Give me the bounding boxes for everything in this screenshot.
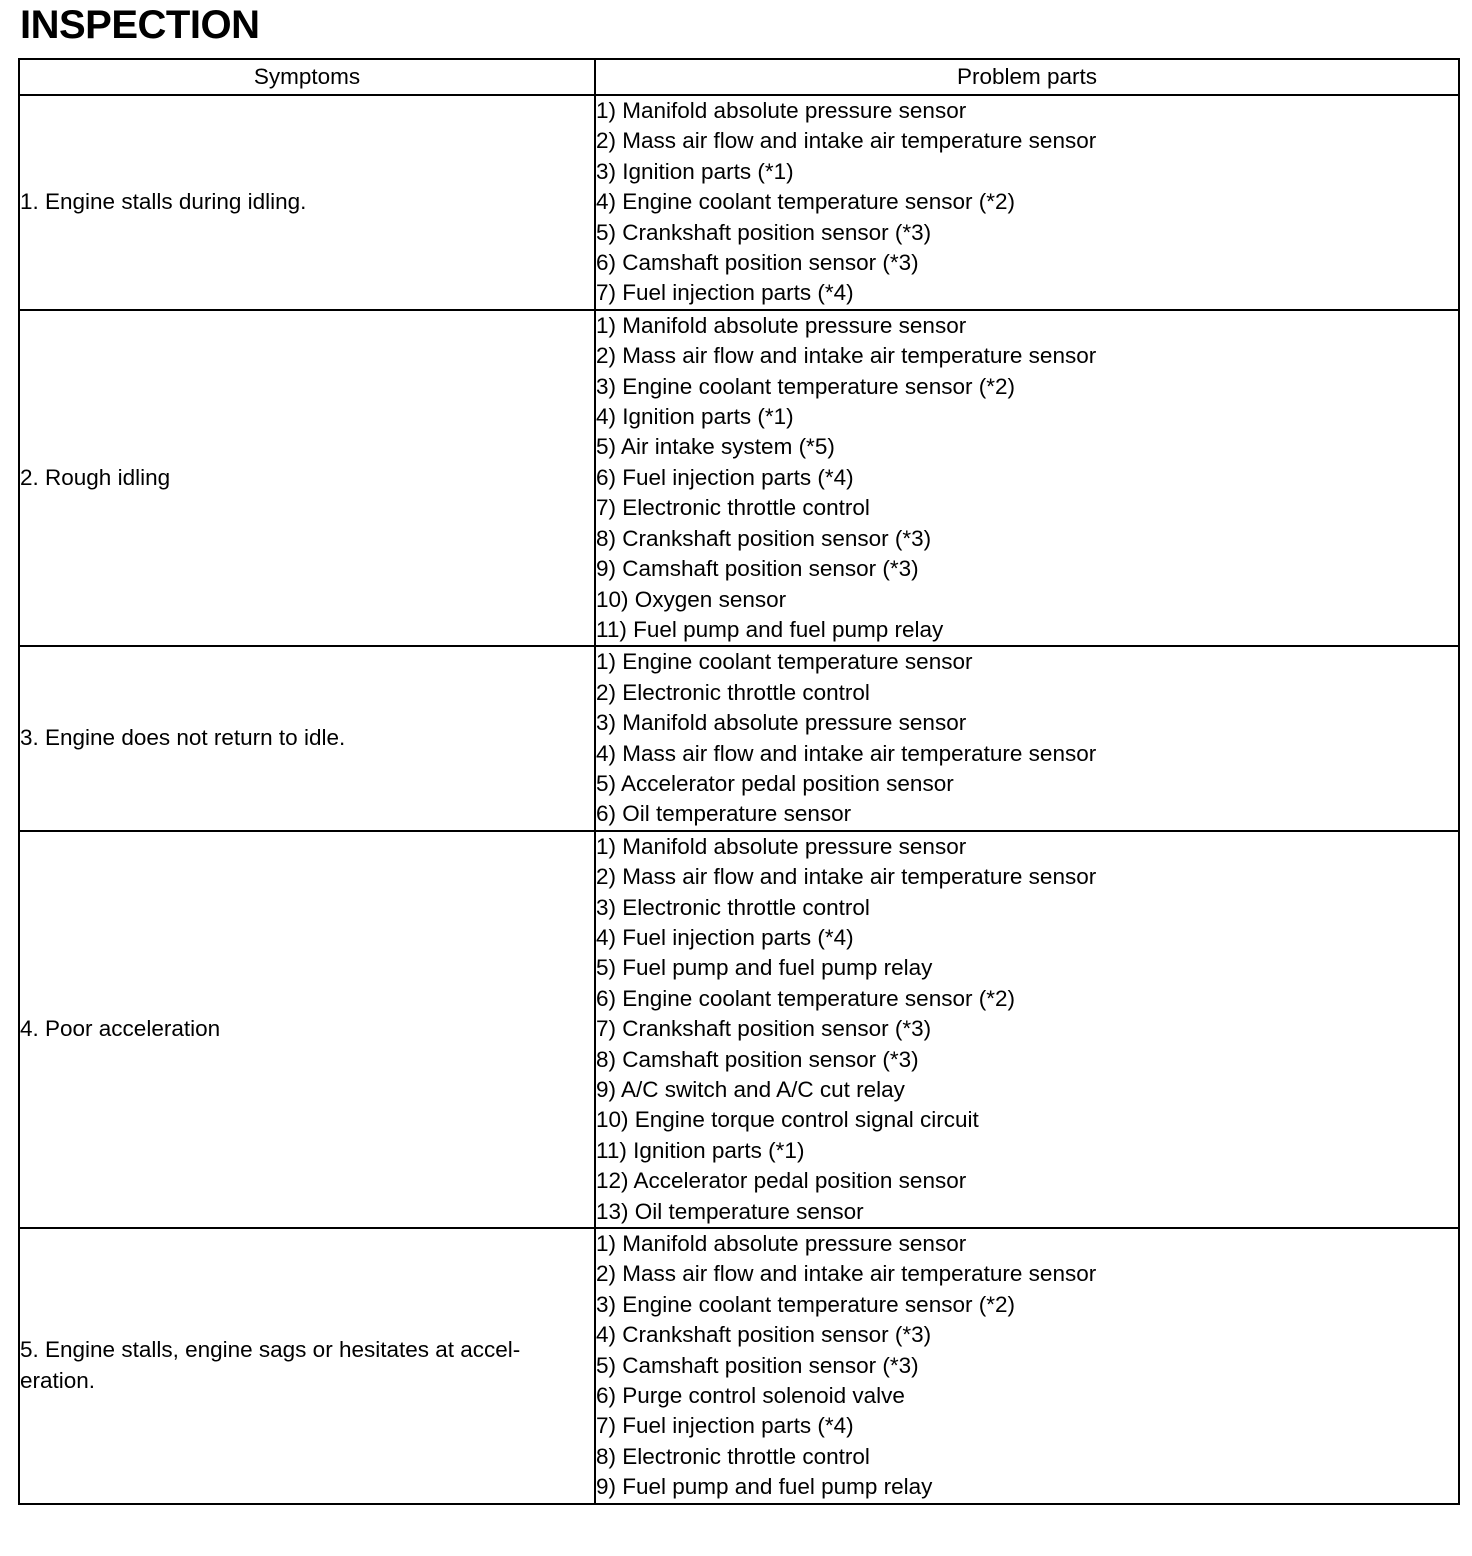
problem-part-item: 7) Fuel injection parts (*4): [596, 280, 854, 306]
problem-parts-list: [596, 311, 1458, 645]
problem-part-item: 1) Manifold absolute pressure sensor: [596, 1231, 967, 1257]
problem-part-item: 1) Manifold absolute pressure sensor: [596, 312, 967, 338]
problem-part-item: 4) Fuel injection parts (*4): [596, 924, 854, 950]
symptoms-column-header: Symptoms: [19, 59, 595, 95]
problem-part-item: 6) Purge control solenoid valve: [596, 1383, 905, 1409]
problem-part-item: 10) Oxygen sensor: [596, 586, 787, 612]
problem-part-item: 2) Mass air flow and intake air temperature sensor: [596, 1261, 1097, 1287]
problem-part-item: 8) Camshaft position sensor (*3): [596, 1046, 919, 1072]
problem-parts-cell: [595, 95, 1459, 310]
problem-part-item: 3) Engine coolant temperature sensor (*2): [596, 1291, 1015, 1317]
problem-part-item: 2) Mass air flow and intake air temperature sensor: [596, 343, 1097, 369]
problem-part-item: 4) Crankshaft position sensor (*3): [596, 1322, 932, 1348]
table-row: [19, 95, 1459, 310]
problem-part-item: 3) Electronic throttle control: [596, 894, 870, 920]
problem-parts-list: [596, 1229, 1458, 1503]
problem-part-item: 9) Camshaft position sensor (*3): [596, 556, 919, 582]
problem-part-item: 6) Fuel injection parts (*4): [596, 464, 854, 490]
problem-part-item: 3) Ignition parts (*1): [596, 158, 794, 184]
problem-parts-list: [596, 647, 1458, 829]
problem-part-item: 5) Camshaft position sensor (*3): [596, 1352, 919, 1378]
table-header-row: [19, 59, 1459, 95]
problem-parts-list: [596, 832, 1458, 1227]
problem-part-item: 2) Mass air flow and intake air temperature sensor: [596, 128, 1097, 154]
problem-part-item: 4) Ignition parts (*1): [596, 404, 794, 430]
problem-part-item: 5) Accelerator pedal position sensor: [596, 770, 954, 796]
table-body: [19, 95, 1459, 1504]
page-title: INSPECTION: [20, 3, 260, 47]
problem-parts-cell: [595, 831, 1459, 1228]
problem-part-item: 10) Engine torque control signal circuit: [596, 1107, 979, 1133]
problem-parts-cell: [595, 646, 1459, 830]
problem-part-item: 9) Fuel pump and fuel pump relay: [596, 1474, 933, 1500]
problem-part-item: 3) Engine coolant temperature sensor (*2): [596, 373, 1015, 399]
problem-part-item: 2) Mass air flow and intake air temperature sensor: [596, 864, 1097, 890]
problem-part-item: 4) Engine coolant temperature sensor (*2): [596, 189, 1015, 215]
table-row: [19, 310, 1459, 646]
problem-part-item: 13) Oil temperature sensor: [596, 1198, 864, 1224]
symptom-cell: 2. Rough idling: [19, 310, 595, 646]
problem-part-item: 6) Oil temperature sensor: [596, 801, 852, 827]
problem-part-item: 5) Crankshaft position sensor (*3): [596, 219, 932, 245]
symptom-cell: 3. Engine does not return to idle.: [19, 646, 595, 830]
problem-part-item: 1) Manifold absolute pressure sensor: [596, 833, 967, 859]
problem-part-item: 9) A/C switch and A/C cut relay: [596, 1077, 905, 1102]
table-row: [19, 646, 1459, 830]
table-row: [19, 1228, 1459, 1504]
problem-part-item: 6) Camshaft position sensor (*3): [596, 250, 919, 276]
problem-part-item: 5) Air intake system (*5): [596, 434, 835, 460]
problem-part-item: 3) Manifold absolute pressure sensor: [596, 710, 967, 736]
problem-part-item: 6) Engine coolant temperature sensor (*2): [596, 985, 1015, 1011]
symptom-cell: 4. Poor acceleration: [19, 831, 595, 1228]
symptom-cell: 5. Engine stalls, engine sags or hesitates at accel- eration.: [19, 1228, 595, 1504]
problem-parts-cell: [595, 310, 1459, 646]
table-row: [19, 831, 1459, 1228]
problem-part-item: 2) Electronic throttle control: [596, 679, 870, 705]
problem-part-item: 7) Crankshaft position sensor (*3): [596, 1016, 932, 1042]
problem-part-item: 12) Accelerator pedal position sensor: [596, 1168, 967, 1194]
problem-part-item: 5) Fuel pump and fuel pump relay: [596, 955, 933, 981]
problem-part-item: 1) Engine coolant temperature sensor: [596, 649, 973, 675]
problem-part-item: 8) Electronic throttle control: [596, 1443, 870, 1469]
symptom-cell: 1. Engine stalls during idling.: [19, 95, 595, 310]
problem-parts-list: [596, 96, 1458, 309]
problem-part-item: 4) Mass air flow and intake air temperature sensor: [596, 740, 1097, 766]
problem-parts-cell: [595, 1228, 1459, 1504]
problem-parts-column-header: Problem parts: [595, 59, 1459, 95]
problem-part-item: 11) Fuel pump and fuel pump relay: [596, 616, 944, 642]
problem-part-item: 7) Electronic throttle control: [596, 495, 870, 521]
inspection-table: [18, 58, 1460, 1505]
problem-part-item: 11) Ignition parts (*1): [596, 1137, 805, 1163]
problem-part-item: 1) Manifold absolute pressure sensor: [596, 98, 967, 123]
problem-part-item: 8) Crankshaft position sensor (*3): [596, 525, 932, 551]
problem-part-item: 7) Fuel injection parts (*4): [596, 1413, 854, 1439]
